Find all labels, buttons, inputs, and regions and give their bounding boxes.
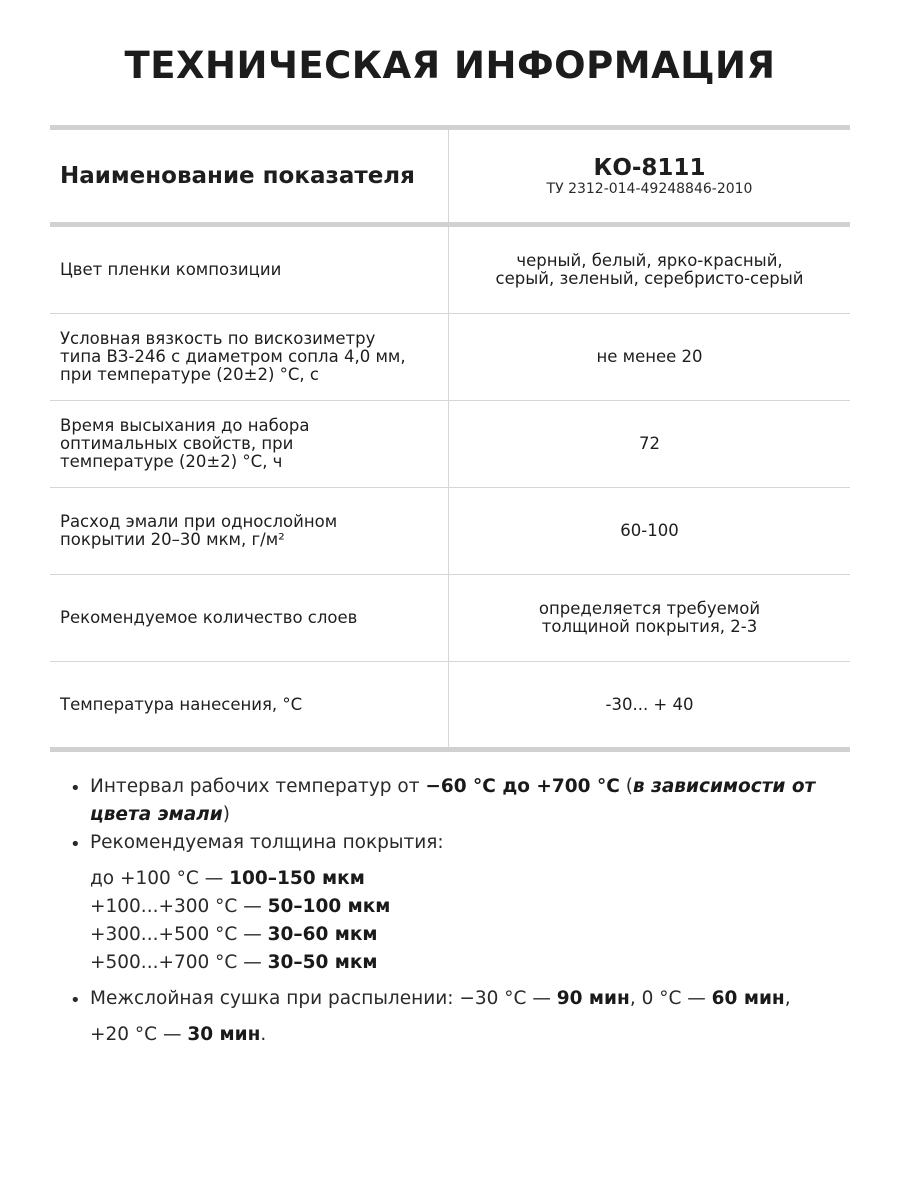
product-name: КО-8111 [593,154,706,181]
note-text: , 0 °С — [629,988,712,1009]
header-product [449,130,850,222]
bullet-icon: • [70,834,81,855]
row-value [449,488,850,574]
note-thickness: Рекомендуемая толщина покрытия: [90,832,444,853]
thickness-range: +300...+500 °С — [90,924,268,945]
table-row [50,662,850,747]
table-row [50,575,850,662]
note-temperature-range-cont [90,804,230,825]
value-line: черный, белый, ярко-красный, [516,251,783,270]
label-line: оптимальных свойств, при [60,434,294,453]
bullet-icon: • [70,990,81,1011]
label-line: Расход эмали при однослойном [60,512,338,531]
table-header-row [50,130,850,222]
label-line: Температура нанесения, °С [60,694,303,714]
thickness-line [90,924,378,945]
value-line: толщиной покрытия, 2-3 [541,617,758,636]
row-label [50,662,449,747]
note-text: ( [619,776,633,797]
row-value [449,662,850,747]
note-italic: цвета эмали [90,804,223,825]
value-line: серый, зеленый, серебристо-серый [495,269,804,288]
row-value [449,575,850,661]
row-label [50,488,449,574]
label-line: типа ВЗ-246 с диаметром сопла 4,0 мм, [60,347,406,366]
thickness-value: 30–60 мкм [267,924,378,945]
label-line: температуре (20±2) °С, ч [60,452,283,471]
note-text: ) [222,804,230,825]
note-text: , [784,988,791,1009]
thickness-range: до +100 °С — [90,868,230,889]
note-text: . [260,1024,267,1045]
value-line: 60-100 [620,521,679,540]
row-label [50,401,449,487]
value-line: не менее 20 [596,347,703,366]
table-row [50,401,850,488]
thickness-value: 100–150 мкм [229,868,365,889]
label-line: покрытии 20–30 мкм, г/м² [60,530,285,549]
table-row [50,488,850,575]
thickness-range: +500...+700 °С — [90,952,268,973]
page-title: ТЕХНИЧЕСКАЯ ИНФОРМАЦИЯ [124,44,776,87]
note-text: +20 °С — [90,1024,188,1045]
note-bold: 60 мин [711,988,785,1009]
table-row [50,314,850,401]
thickness-line [90,952,378,973]
row-value [449,314,850,400]
header-indicator-name: Наименование показателя [50,130,449,222]
row-label [50,227,449,313]
note-temperature-range [90,776,815,797]
thickness-value: 30–50 мкм [267,952,378,973]
label-line: Цвет пленки композиции [60,260,282,279]
label-line: Время высыхания до набора [60,416,310,435]
value-line: 72 [639,434,660,453]
value-line: -30... + 40 [605,694,694,714]
value-line: определяется требуемой [538,599,761,618]
label-line: Условная вязкость по вискозиметру [60,329,376,348]
row-label [50,575,449,661]
thickness-line [90,868,365,889]
note-italic: в зависимости от [632,776,816,797]
note-bold: −60 °С до +700 °С [425,776,620,797]
row-value [449,401,850,487]
table-bottom-bar [50,747,850,752]
table-row [50,227,850,314]
thickness-value: 50–100 мкм [267,896,391,917]
note-bold: 90 мин [556,988,630,1009]
note-bold: 30 мин [187,1024,261,1045]
note-drying [90,988,791,1009]
note-text: Межслойная сушка при распылении: −30 °С — [90,988,557,1009]
row-value [449,227,850,313]
row-label [50,314,449,400]
note-text: Интервал рабочих температур от [90,776,426,797]
thickness-line [90,896,390,917]
thickness-range: +100...+300 °С — [90,896,268,917]
tech-table [50,125,850,752]
bullet-icon: • [70,778,81,799]
label-line: Рекомендуемое количество слоев [60,608,358,627]
label-line: при температуре (20±2) °С, с [60,365,319,384]
product-standard: ТУ 2312-014-49248846-2010 [546,180,753,197]
note-drying-cont [90,1024,266,1045]
